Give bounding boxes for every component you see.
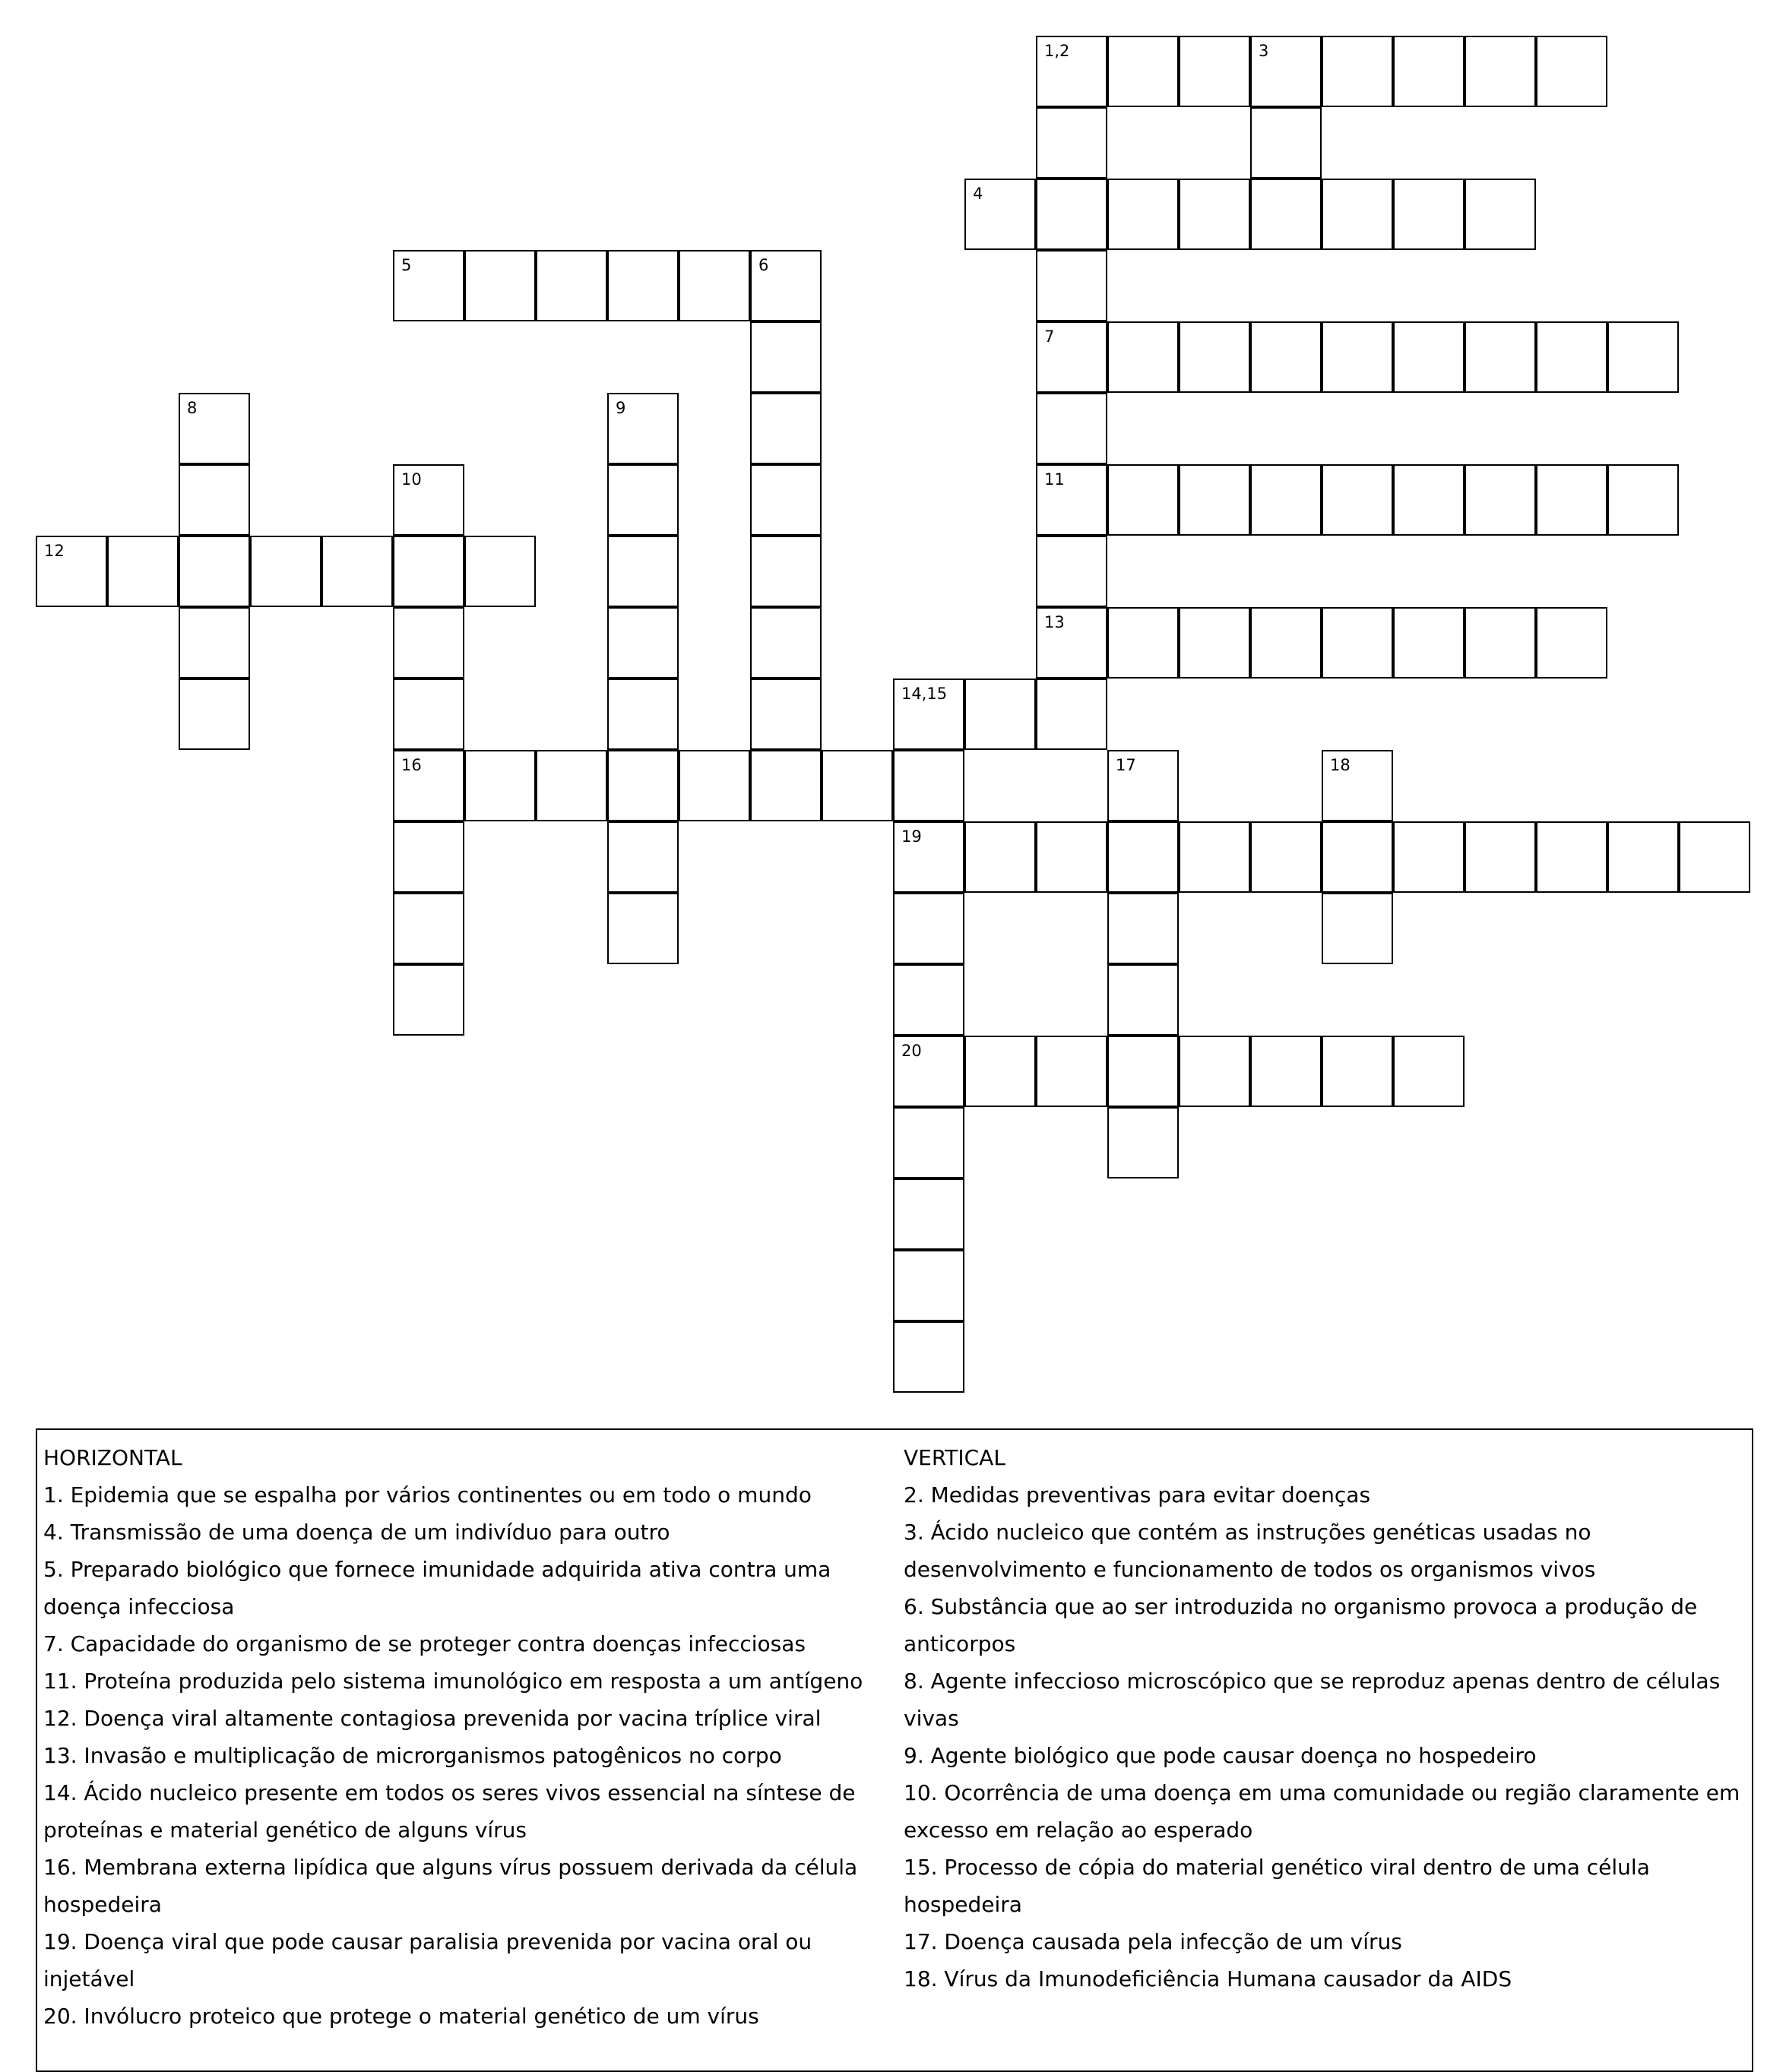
grid-cell[interactable] (1107, 179, 1179, 250)
grid-cell[interactable] (1250, 107, 1322, 179)
clue-number: 16 (401, 756, 422, 774)
across-clue: 13. Invasão e multiplicação de microrganismos patogênicos no corpo (43, 1743, 782, 1768)
clue-number: 5 (401, 256, 412, 274)
grid-cell[interactable] (1465, 179, 1536, 250)
grid-cell[interactable] (464, 750, 536, 821)
clue-number: 8 (187, 399, 198, 417)
grid-cell[interactable] (1536, 607, 1607, 679)
clue-number: 4 (973, 185, 983, 203)
grid-cell[interactable] (179, 464, 250, 536)
clue-number: 20 (901, 1042, 922, 1060)
grid-cell[interactable] (893, 893, 964, 964)
grid-cell[interactable] (822, 750, 893, 821)
grid-cell[interactable] (1036, 250, 1107, 321)
grid-cell[interactable] (750, 464, 822, 536)
grid-cell[interactable] (1107, 464, 1179, 536)
grid-cell[interactable] (679, 250, 750, 321)
grid-cell[interactable] (1036, 36, 1107, 107)
clue-number: 7 (1044, 327, 1055, 346)
down-heading: VERTICAL (904, 1445, 1005, 1470)
across-clue: 12. Doença viral altamente contagiosa prevenida por vacina tríplice viral (43, 1706, 822, 1731)
grid-cell[interactable] (1536, 464, 1607, 536)
grid-cell[interactable] (1393, 821, 1465, 893)
grid-cell[interactable] (1036, 821, 1107, 893)
grid-cell[interactable] (1250, 821, 1322, 893)
grid-cell[interactable] (1250, 607, 1322, 679)
grid-cell[interactable] (107, 536, 179, 607)
grid-cell[interactable] (893, 1107, 964, 1178)
grid-cell[interactable] (1322, 821, 1393, 893)
grid-cell[interactable] (607, 679, 679, 750)
down-clues (904, 1439, 1747, 1998)
clue-number: 14,15 (901, 685, 948, 703)
grid-cell[interactable] (1322, 321, 1393, 393)
grid-cell[interactable] (964, 679, 1036, 750)
grid-cell[interactable] (250, 536, 321, 607)
grid-cell[interactable] (1465, 821, 1536, 893)
grid-cell[interactable] (179, 679, 250, 750)
clue-number: 19 (901, 827, 922, 846)
grid-cell[interactable] (393, 536, 464, 607)
grid-cell[interactable] (607, 750, 679, 821)
grid-cell[interactable] (750, 607, 822, 679)
grid-cell[interactable] (1250, 1036, 1322, 1107)
grid-cell[interactable] (1179, 607, 1250, 679)
grid-cell[interactable] (393, 750, 464, 821)
grid-cell[interactable] (1250, 179, 1322, 250)
grid-cell[interactable] (1179, 464, 1250, 536)
grid-cell[interactable] (1179, 179, 1250, 250)
grid-cell[interactable] (1393, 464, 1465, 536)
down-clue: 6. Substância que ao ser introduzida no organismo provoca a produção de anticorpos (904, 1594, 1698, 1656)
grid-cell[interactable] (1465, 607, 1536, 679)
grid-cell[interactable] (179, 536, 250, 607)
clue-number: 1,2 (1044, 42, 1070, 60)
grid-cell[interactable] (1250, 321, 1322, 393)
down-clue: 8. Agente infeccioso microscópico que se reproduz apenas dentro de células vivas (904, 1669, 1721, 1731)
across-clue: 7. Capacidade do organismo de se proteger contra doenças infecciosas (43, 1631, 806, 1656)
clue-number: 6 (758, 256, 769, 274)
grid-cell[interactable] (1393, 179, 1465, 250)
grid-cell[interactable] (393, 464, 464, 536)
clue-number: 3 (1259, 42, 1269, 60)
grid-cell[interactable] (1679, 821, 1750, 893)
down-clue: 3. Ácido nucleico que contém as instruções genéticas usadas no desenvolvimento e funcionamento de todos os organismos vivos (904, 1520, 1596, 1582)
grid-cell[interactable] (893, 1321, 964, 1393)
grid-cell[interactable] (1107, 607, 1179, 679)
grid-cell[interactable] (1465, 321, 1536, 393)
grid-cell[interactable] (393, 607, 464, 679)
grid-cell[interactable] (893, 964, 964, 1036)
across-heading: HORIZONTAL (43, 1445, 182, 1470)
grid-cell[interactable] (607, 536, 679, 607)
grid-cell[interactable] (1036, 464, 1107, 536)
grid-cell[interactable] (1536, 36, 1607, 107)
grid-cell[interactable] (1036, 107, 1107, 179)
grid-cell[interactable] (1393, 1036, 1465, 1107)
grid-cell[interactable] (1607, 321, 1679, 393)
grid-cell[interactable] (1036, 321, 1107, 393)
grid-cell[interactable] (179, 607, 250, 679)
grid-cell[interactable] (393, 893, 464, 964)
grid-cell[interactable] (964, 179, 1036, 250)
grid-cell[interactable] (1322, 464, 1393, 536)
grid-cell[interactable] (393, 250, 464, 321)
grid-cell[interactable] (1107, 1107, 1179, 1178)
grid-cell[interactable] (393, 964, 464, 1036)
grid-cell[interactable] (607, 821, 679, 893)
grid-cell[interactable] (1393, 36, 1465, 107)
grid-cell[interactable] (1107, 321, 1179, 393)
across-clue: 4. Transmissão de uma doença de um indivíduo para outro (43, 1520, 670, 1545)
down-clue: 15. Processo de cópia do material genético viral dentro de uma célula hospedeira (904, 1855, 1650, 1917)
clue-number: 10 (401, 470, 422, 489)
grid-cell[interactable] (679, 750, 750, 821)
grid-cell[interactable] (1107, 964, 1179, 1036)
across-clue: 14. Ácido nucleico presente em todos os seres vivos essencial na síntese de proteínas e material genético de alguns vírus (43, 1780, 856, 1843)
grid-cell[interactable] (1107, 821, 1179, 893)
clue-number: 11 (1044, 470, 1065, 489)
grid-cell[interactable] (750, 250, 822, 321)
grid-cell[interactable] (1465, 464, 1536, 536)
grid-cell[interactable] (393, 821, 464, 893)
grid-cell[interactable] (1536, 821, 1607, 893)
grid-cell[interactable] (893, 1250, 964, 1321)
grid-cell[interactable] (1036, 607, 1107, 679)
grid-cell[interactable] (536, 250, 607, 321)
grid-cell[interactable] (1179, 821, 1250, 893)
grid-cell[interactable] (464, 536, 536, 607)
grid-cell[interactable] (607, 893, 679, 964)
grid-cell[interactable] (1179, 321, 1250, 393)
grid-cell[interactable] (750, 321, 822, 393)
grid-cell[interactable] (1322, 36, 1393, 107)
clue-number: 17 (1116, 756, 1136, 774)
grid-cell[interactable] (964, 821, 1036, 893)
grid-cell[interactable] (1250, 464, 1322, 536)
grid-cell[interactable] (1322, 1036, 1393, 1107)
grid-cell[interactable] (36, 536, 107, 607)
grid-cell[interactable] (1607, 464, 1679, 536)
grid-cell[interactable] (607, 393, 679, 464)
across-clues (43, 1439, 887, 2035)
down-clue: 17. Doença causada pela infecção de um vírus (904, 1929, 1402, 1954)
grid-cell[interactable] (1393, 321, 1465, 393)
grid-cell[interactable] (893, 1036, 964, 1107)
across-clue: 5. Preparado biológico que fornece imunidade adquirida ativa contra uma doença infecciosa (43, 1557, 831, 1619)
grid-cell[interactable] (464, 250, 536, 321)
across-clue: 11. Proteína produzida pelo sistema imunológico em resposta a um antígeno (43, 1669, 863, 1694)
grid-cell[interactable] (1107, 750, 1179, 821)
across-clue: 1. Epidemia que se espalha por vários continentes ou em todo o mundo (43, 1482, 812, 1507)
grid-cell[interactable] (1179, 1036, 1250, 1107)
across-clue: 20. Invólucro proteico que protege o material genético de um vírus (43, 2004, 759, 2029)
across-clue: 16. Membrana externa lipídica que alguns vírus possuem derivada da célula hospedeira (43, 1855, 858, 1917)
clue-number: 13 (1044, 613, 1065, 631)
grid-cell[interactable] (893, 679, 964, 750)
grid-cell[interactable] (179, 393, 250, 464)
grid-cell[interactable] (1465, 36, 1536, 107)
down-clue: 18. Vírus da Imunodeficiência Humana causador da AIDS (904, 1966, 1512, 1991)
across-clue: 19. Doença viral que pode causar paralisia prevenida por vacina oral ou injetável (43, 1929, 812, 1991)
grid-cell[interactable] (1036, 1036, 1107, 1107)
grid-cell[interactable] (1107, 1036, 1179, 1107)
grid-cell[interactable] (1036, 536, 1107, 607)
down-clue: 9. Agente biológico que pode causar doença no hospedeiro (904, 1743, 1537, 1768)
grid-cell[interactable] (893, 1178, 964, 1250)
grid-cell[interactable] (1036, 179, 1107, 250)
grid-cell[interactable] (1322, 750, 1393, 821)
grid-cell[interactable] (1322, 607, 1393, 679)
grid-cell[interactable] (1107, 893, 1179, 964)
grid-cell[interactable] (321, 536, 393, 607)
grid-cell[interactable] (607, 464, 679, 536)
grid-cell[interactable] (893, 750, 964, 821)
grid-cell[interactable] (750, 536, 822, 607)
down-clue: 2. Medidas preventivas para evitar doenças (904, 1482, 1371, 1507)
grid-cell[interactable] (750, 679, 822, 750)
grid-cell[interactable] (1322, 893, 1393, 964)
grid-cell[interactable] (964, 1036, 1036, 1107)
grid-cell[interactable] (536, 750, 607, 821)
clue-number: 9 (616, 399, 626, 417)
grid-cell[interactable] (393, 679, 464, 750)
grid-cell[interactable] (750, 393, 822, 464)
grid-cell[interactable] (1107, 36, 1179, 107)
grid-cell[interactable] (607, 250, 679, 321)
grid-cell[interactable] (1036, 393, 1107, 464)
grid-cell[interactable] (1322, 179, 1393, 250)
grid-cell[interactable] (1393, 607, 1465, 679)
down-clue: 10. Ocorrência de uma doença em uma comunidade ou região claramente em excesso em relação ao esperado (904, 1780, 1740, 1843)
grid-cell[interactable] (1607, 821, 1679, 893)
grid-cell[interactable] (1250, 36, 1322, 107)
grid-cell[interactable] (607, 607, 679, 679)
grid-cell[interactable] (893, 821, 964, 893)
grid-cell[interactable] (750, 750, 822, 821)
clue-number: 12 (44, 542, 65, 560)
clues-box (36, 1428, 1753, 2072)
grid-cell[interactable] (1179, 36, 1250, 107)
grid-cell[interactable] (1536, 321, 1607, 393)
grid-cell[interactable] (1036, 679, 1107, 750)
clue-number: 18 (1330, 756, 1351, 774)
